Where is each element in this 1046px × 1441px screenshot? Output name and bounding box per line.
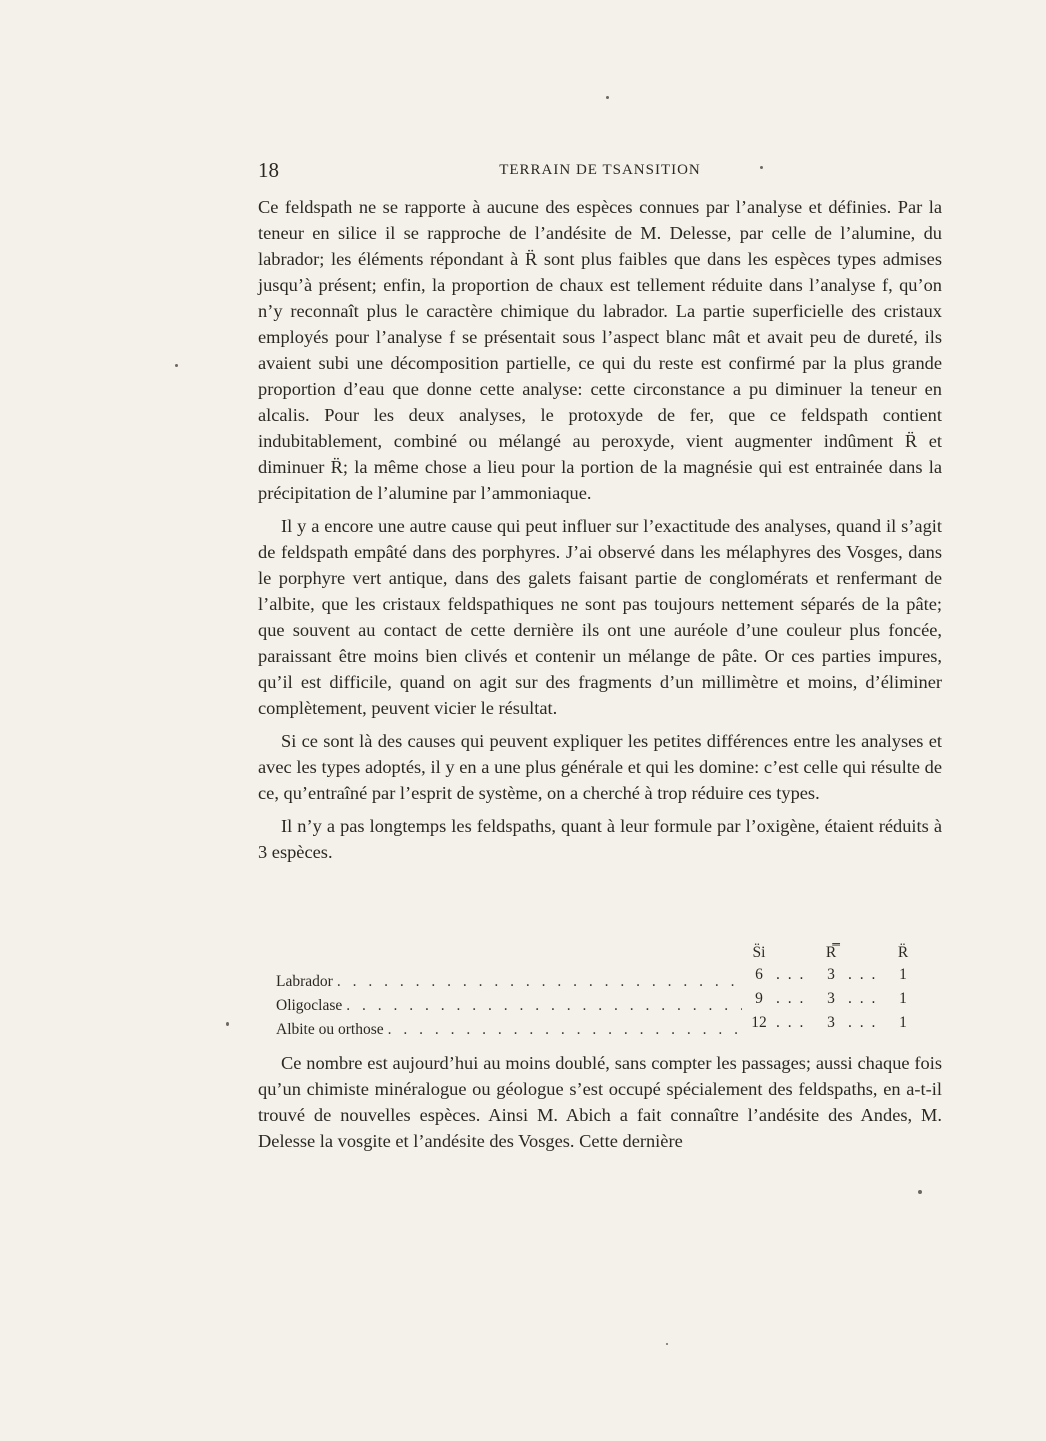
- paragraph-2: Il y a encore une autre cause qui peut influer sur l’exactitude des analyses, quand il s’agit de feldspath empâté dans des porphyres. J’ai observé dans les mélaphyres des Vosges, dans le porphyre vert antique, dans des galets faisant partie de conglomérats et renfermant de l’albite, que les cristaux feldspathiques ne sont pas toujours nettement séparés de la pâte; que souvent au contact de cette dernière ils ont une auréole d’une couleur plus foncée, paraissant être moins bien clivés et contenir un mélange de pâte. Or ces parties impures, qu’il est difficile, quand on agit sur des fragments d’un millimètre et moins, d’éliminer complètement, peuvent vicier le résultat.: [258, 516, 942, 718]
- value-r: 1: [899, 990, 907, 1007]
- header-r-double: R̿: [825, 944, 837, 961]
- value-r-double: 3: [827, 990, 835, 1007]
- paragraph-1: Ce feldspath ne se rapporte à aucune des espèces connues par l’analyse et définies. Par la teneur en silice il se rapproche de l’andésite de M. Delesse, par celle de l’alumine, du labrador; les éléments répondant à R̈ sont plus faibles que dans les espèces types admises jusqu’à présent; enfin, la proportion de chaux est tellement réduite dans l’analyse f, qu’on n’y reconnaît plus le caractère chimique du labrador. La partie superficielle des cristaux employés pour l’analyse f se présentait sous l’aspect blanc mât et avait peu de dureté, ils avaient subi une décomposition partielle, ce qui du reste est confirmé par la plus grande proportion d’eau que donne cette analyse: cette circonstance a pu diminuer la teneur en alcalis. Pour les deux analyses, le protoxyde de fer, que ce feldspath contient indubitablement, combiné ou mélangé au peroxyde, vient augmenter indûment R̈ et diminuer R̈; la même chose a lieu pour la portion de la magnésie qui est entrainée dans la précipitation de l’alumine par l’ammoniaque.: [258, 197, 942, 503]
- body-text-lower: [258, 1050, 942, 1161]
- row-values: [746, 966, 916, 986]
- separator-dots: . . .: [776, 990, 806, 1007]
- row-label: Oligoclase: [276, 997, 343, 1014]
- value-r-double: 3: [827, 1014, 835, 1031]
- table-row-albite: [276, 1014, 916, 1038]
- table-row-labrador: [276, 966, 916, 990]
- value-si: 12: [751, 1014, 767, 1031]
- value-r: 1: [899, 966, 907, 983]
- page-number: 18: [258, 158, 279, 182]
- table-row-oligoclase: [276, 990, 916, 1014]
- dot-leader: [337, 973, 742, 991]
- value-si: 9: [755, 990, 763, 1007]
- row-values: [746, 1014, 916, 1034]
- separator-dots: . . .: [776, 966, 806, 983]
- paper-speck: [175, 364, 178, 367]
- row-label: Albite ou orthose: [276, 1021, 384, 1038]
- separator-dots: . . .: [848, 966, 878, 983]
- value-si: 6: [755, 966, 763, 983]
- paragraph-3: Si ce sont là des causes qui peuvent expliquer les petites différences entre les analyses et avec les types adoptés, il y en a une plus générale et qui les domine: c’est celle qui résulte de ce, qu’entraîné par l’esprit de système, on a cherché à trop réduire ces types.: [258, 731, 942, 803]
- paper-speck: [226, 1022, 229, 1026]
- paper-speck: [666, 1343, 668, 1345]
- separator-dots: . . .: [848, 1014, 878, 1031]
- paper-speck: [760, 166, 763, 169]
- header-si: S̈i: [752, 944, 766, 961]
- table-header-row: [276, 944, 916, 966]
- page-header: [258, 158, 942, 186]
- body-text-upper: [258, 194, 942, 872]
- value-r-double: 3: [827, 966, 835, 983]
- feldspath-formula-table: [276, 944, 916, 1038]
- separator-dots: . . .: [776, 1014, 806, 1031]
- paper-speck: [606, 96, 609, 99]
- header-r: R̈: [897, 944, 909, 961]
- paragraph-4: Il n’y a pas longtemps les feldspaths, quant à leur formule par l’oxigène, étaient réduits à 3 espèces.: [258, 816, 942, 862]
- row-label: Labrador: [276, 973, 333, 990]
- row-values: [746, 990, 916, 1010]
- paper-speck: [918, 1190, 922, 1194]
- value-r: 1: [899, 1014, 907, 1031]
- running-head: TERRAIN DE TSANSITION: [499, 162, 701, 178]
- dot-leader: [388, 1021, 742, 1039]
- dot-leader: [346, 997, 742, 1015]
- separator-dots: . . .: [848, 990, 878, 1007]
- paragraph-5: Ce nombre est aujourd’hui au moins doublé, sans compter les passages; aussi chaque fois qu’un chimiste minéralogue ou géologue s’est occupé spécialement des feldspaths, en a-t-il trouvé de nouvelles espèces. Ainsi M. Abich a fait connaître l’andésite des Andes, M. Delesse la vosgite et l’andésite des Vosges. Cette dernière: [258, 1053, 942, 1151]
